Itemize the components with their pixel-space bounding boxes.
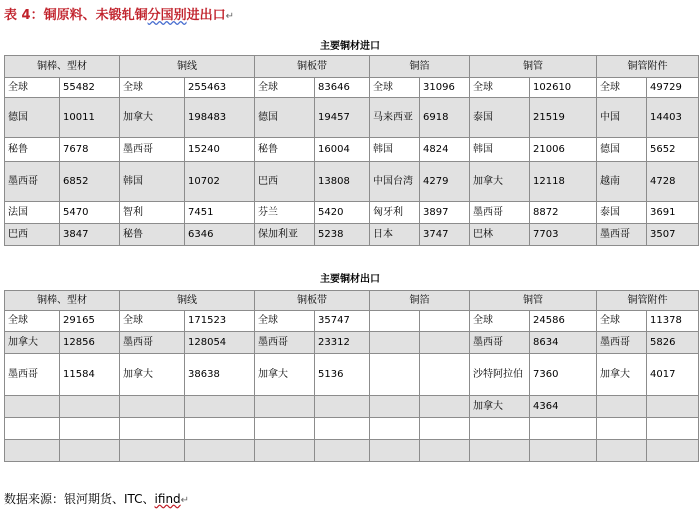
column-header: 铜板带 bbox=[255, 56, 370, 78]
table-row bbox=[5, 162, 699, 202]
value-cell: 10702 bbox=[185, 162, 255, 202]
value-cell: 5826 bbox=[647, 332, 699, 354]
value-cell: 3747 bbox=[420, 224, 470, 246]
value-cell: 3847 bbox=[60, 224, 120, 246]
country-cell bbox=[5, 396, 60, 418]
country-cell: 韩国 bbox=[120, 162, 185, 202]
country-cell: 墨西哥 bbox=[597, 224, 647, 246]
country-cell: 泰国 bbox=[470, 98, 530, 138]
country-cell: 德国 bbox=[5, 98, 60, 138]
value-cell bbox=[60, 396, 120, 418]
value-cell: 16004 bbox=[315, 138, 370, 162]
table-row bbox=[5, 332, 699, 354]
country-cell: 墨西哥 bbox=[255, 332, 315, 354]
country-cell: 日本 bbox=[370, 224, 420, 246]
country-cell: 越南 bbox=[597, 162, 647, 202]
country-cell: 加拿大 bbox=[597, 354, 647, 396]
country-cell bbox=[120, 440, 185, 462]
country-cell bbox=[255, 418, 315, 440]
paragraph-mark: ↵ bbox=[225, 11, 235, 22]
country-cell bbox=[370, 440, 420, 462]
country-cell bbox=[370, 332, 420, 354]
country-cell: 法国 bbox=[5, 202, 60, 224]
country-cell: 秘鲁 bbox=[255, 138, 315, 162]
country-cell: 加拿大 bbox=[255, 354, 315, 396]
country-cell: 墨西哥 bbox=[5, 354, 60, 396]
value-cell: 5420 bbox=[315, 202, 370, 224]
country-cell: 芬兰 bbox=[255, 202, 315, 224]
country-cell: 全球 bbox=[255, 311, 315, 332]
value-cell: 12856 bbox=[60, 332, 120, 354]
value-cell: 21519 bbox=[530, 98, 597, 138]
table-row bbox=[5, 396, 699, 418]
table-row bbox=[5, 418, 699, 440]
source-mark: ↵ bbox=[180, 495, 190, 506]
country-cell bbox=[5, 418, 60, 440]
value-cell: 14403 bbox=[647, 98, 699, 138]
value-cell: 5136 bbox=[315, 354, 370, 396]
country-cell: 沙特阿拉伯 bbox=[470, 354, 530, 396]
country-cell bbox=[370, 311, 420, 332]
source-wavy: ifind bbox=[154, 492, 181, 506]
value-cell: 5470 bbox=[60, 202, 120, 224]
country-cell: 墨西哥 bbox=[470, 332, 530, 354]
value-cell: 29165 bbox=[60, 311, 120, 332]
country-cell: 全球 bbox=[5, 311, 60, 332]
value-cell: 11584 bbox=[60, 354, 120, 396]
value-cell: 3507 bbox=[647, 224, 699, 246]
country-cell: 马来西亚 bbox=[370, 98, 420, 138]
table-row bbox=[5, 224, 699, 246]
export-table bbox=[4, 290, 699, 462]
value-cell bbox=[185, 440, 255, 462]
country-cell bbox=[120, 418, 185, 440]
country-cell bbox=[470, 418, 530, 440]
country-cell: 全球 bbox=[120, 311, 185, 332]
title-suffix: 进出口 bbox=[186, 8, 226, 23]
value-cell bbox=[420, 440, 470, 462]
value-cell bbox=[647, 396, 699, 418]
country-cell: 智利 bbox=[120, 202, 185, 224]
value-cell: 4824 bbox=[420, 138, 470, 162]
column-header: 铜线 bbox=[120, 291, 255, 311]
value-cell bbox=[420, 418, 470, 440]
country-cell: 全球 bbox=[5, 78, 60, 98]
country-cell: 巴西 bbox=[255, 162, 315, 202]
value-cell: 5652 bbox=[647, 138, 699, 162]
value-cell: 3897 bbox=[420, 202, 470, 224]
country-cell: 泰国 bbox=[597, 202, 647, 224]
country-cell bbox=[597, 418, 647, 440]
figure-title bbox=[4, 4, 234, 23]
column-header: 铜管附件 bbox=[597, 56, 699, 78]
value-cell: 8872 bbox=[530, 202, 597, 224]
title-wavy: 分国别 bbox=[147, 8, 187, 23]
value-cell: 38638 bbox=[185, 354, 255, 396]
value-cell: 6918 bbox=[420, 98, 470, 138]
export-caption: 主要铜材出口 bbox=[320, 274, 380, 285]
country-cell: 巴林 bbox=[470, 224, 530, 246]
value-cell: 3691 bbox=[647, 202, 699, 224]
country-cell: 墨西哥 bbox=[597, 332, 647, 354]
value-cell: 7360 bbox=[530, 354, 597, 396]
value-cell bbox=[60, 418, 120, 440]
country-cell bbox=[370, 418, 420, 440]
data-source bbox=[4, 490, 189, 507]
title-main: 铜原料、未锻轧铜 bbox=[43, 8, 148, 23]
column-header: 铜线 bbox=[120, 56, 255, 78]
value-cell: 7451 bbox=[185, 202, 255, 224]
value-cell bbox=[420, 354, 470, 396]
column-header: 铜管附件 bbox=[597, 291, 699, 311]
value-cell: 12118 bbox=[530, 162, 597, 202]
title-prefix: 表 4： bbox=[4, 8, 44, 23]
value-cell bbox=[420, 332, 470, 354]
country-cell: 德国 bbox=[255, 98, 315, 138]
column-header: 铜箔 bbox=[370, 56, 470, 78]
value-cell: 10011 bbox=[60, 98, 120, 138]
country-cell bbox=[255, 396, 315, 418]
country-cell bbox=[255, 440, 315, 462]
value-cell: 128054 bbox=[185, 332, 255, 354]
country-cell: 中国 bbox=[597, 98, 647, 138]
column-header: 铜管 bbox=[470, 56, 597, 78]
value-cell bbox=[420, 311, 470, 332]
value-cell: 19457 bbox=[315, 98, 370, 138]
country-cell bbox=[5, 440, 60, 462]
country-cell: 保加利亚 bbox=[255, 224, 315, 246]
source-text: 数据来源：银河期货、ITC、 bbox=[4, 492, 155, 506]
country-cell: 秘鲁 bbox=[5, 138, 60, 162]
value-cell: 55482 bbox=[60, 78, 120, 98]
value-cell bbox=[60, 440, 120, 462]
value-cell: 7703 bbox=[530, 224, 597, 246]
import-table bbox=[4, 55, 699, 246]
country-cell: 墨西哥 bbox=[120, 332, 185, 354]
value-cell bbox=[530, 418, 597, 440]
value-cell bbox=[315, 396, 370, 418]
country-cell: 全球 bbox=[597, 78, 647, 98]
country-cell: 墨西哥 bbox=[5, 162, 60, 202]
country-cell: 中国台湾 bbox=[370, 162, 420, 202]
country-cell: 加拿大 bbox=[120, 354, 185, 396]
value-cell: 102610 bbox=[530, 78, 597, 98]
country-cell: 墨西哥 bbox=[120, 138, 185, 162]
country-cell: 全球 bbox=[255, 78, 315, 98]
country-cell: 全球 bbox=[470, 311, 530, 332]
country-cell: 加拿大 bbox=[5, 332, 60, 354]
country-cell: 加拿大 bbox=[470, 396, 530, 418]
value-cell: 49729 bbox=[647, 78, 699, 98]
value-cell: 13808 bbox=[315, 162, 370, 202]
value-cell: 6346 bbox=[185, 224, 255, 246]
table-row bbox=[5, 202, 699, 224]
value-cell bbox=[315, 418, 370, 440]
country-cell: 全球 bbox=[597, 311, 647, 332]
country-cell: 加拿大 bbox=[470, 162, 530, 202]
value-cell: 8634 bbox=[530, 332, 597, 354]
country-cell: 墨西哥 bbox=[470, 202, 530, 224]
value-cell: 24586 bbox=[530, 311, 597, 332]
column-header: 铜棒、型材 bbox=[5, 291, 120, 311]
table-row bbox=[5, 138, 699, 162]
value-cell bbox=[315, 440, 370, 462]
country-cell bbox=[370, 354, 420, 396]
table-row bbox=[5, 311, 699, 332]
country-cell bbox=[597, 396, 647, 418]
value-cell: 4364 bbox=[530, 396, 597, 418]
country-cell: 韩国 bbox=[370, 138, 420, 162]
value-cell: 4279 bbox=[420, 162, 470, 202]
value-cell: 198483 bbox=[185, 98, 255, 138]
value-cell: 83646 bbox=[315, 78, 370, 98]
value-cell: 255463 bbox=[185, 78, 255, 98]
country-cell bbox=[120, 396, 185, 418]
value-cell: 7678 bbox=[60, 138, 120, 162]
country-cell: 秘鲁 bbox=[120, 224, 185, 246]
country-cell: 韩国 bbox=[470, 138, 530, 162]
country-cell: 全球 bbox=[120, 78, 185, 98]
country-cell: 加拿大 bbox=[120, 98, 185, 138]
value-cell: 6852 bbox=[60, 162, 120, 202]
value-cell: 11378 bbox=[647, 311, 699, 332]
value-cell: 15240 bbox=[185, 138, 255, 162]
value-cell bbox=[530, 440, 597, 462]
table-row bbox=[5, 78, 699, 98]
value-cell: 171523 bbox=[185, 311, 255, 332]
value-cell bbox=[185, 396, 255, 418]
country-cell bbox=[470, 440, 530, 462]
value-cell: 4728 bbox=[647, 162, 699, 202]
value-cell: 21006 bbox=[530, 138, 597, 162]
column-header: 铜箔 bbox=[370, 291, 470, 311]
header-row bbox=[5, 291, 699, 311]
value-cell: 35747 bbox=[315, 311, 370, 332]
country-cell: 巴西 bbox=[5, 224, 60, 246]
value-cell bbox=[647, 418, 699, 440]
value-cell bbox=[185, 418, 255, 440]
value-cell bbox=[420, 396, 470, 418]
value-cell: 31096 bbox=[420, 78, 470, 98]
country-cell bbox=[597, 440, 647, 462]
value-cell bbox=[647, 440, 699, 462]
value-cell: 4017 bbox=[647, 354, 699, 396]
table-row bbox=[5, 98, 699, 138]
header-row bbox=[5, 56, 699, 78]
country-cell bbox=[370, 396, 420, 418]
value-cell: 23312 bbox=[315, 332, 370, 354]
country-cell: 全球 bbox=[370, 78, 420, 98]
country-cell: 全球 bbox=[470, 78, 530, 98]
column-header: 铜管 bbox=[470, 291, 597, 311]
table-row bbox=[5, 440, 699, 462]
column-header: 铜板带 bbox=[255, 291, 370, 311]
import-caption: 主要铜材进口 bbox=[320, 41, 380, 52]
country-cell: 匈牙利 bbox=[370, 202, 420, 224]
country-cell: 德国 bbox=[597, 138, 647, 162]
value-cell: 5238 bbox=[315, 224, 370, 246]
column-header: 铜棒、型材 bbox=[5, 56, 120, 78]
table-row bbox=[5, 354, 699, 396]
